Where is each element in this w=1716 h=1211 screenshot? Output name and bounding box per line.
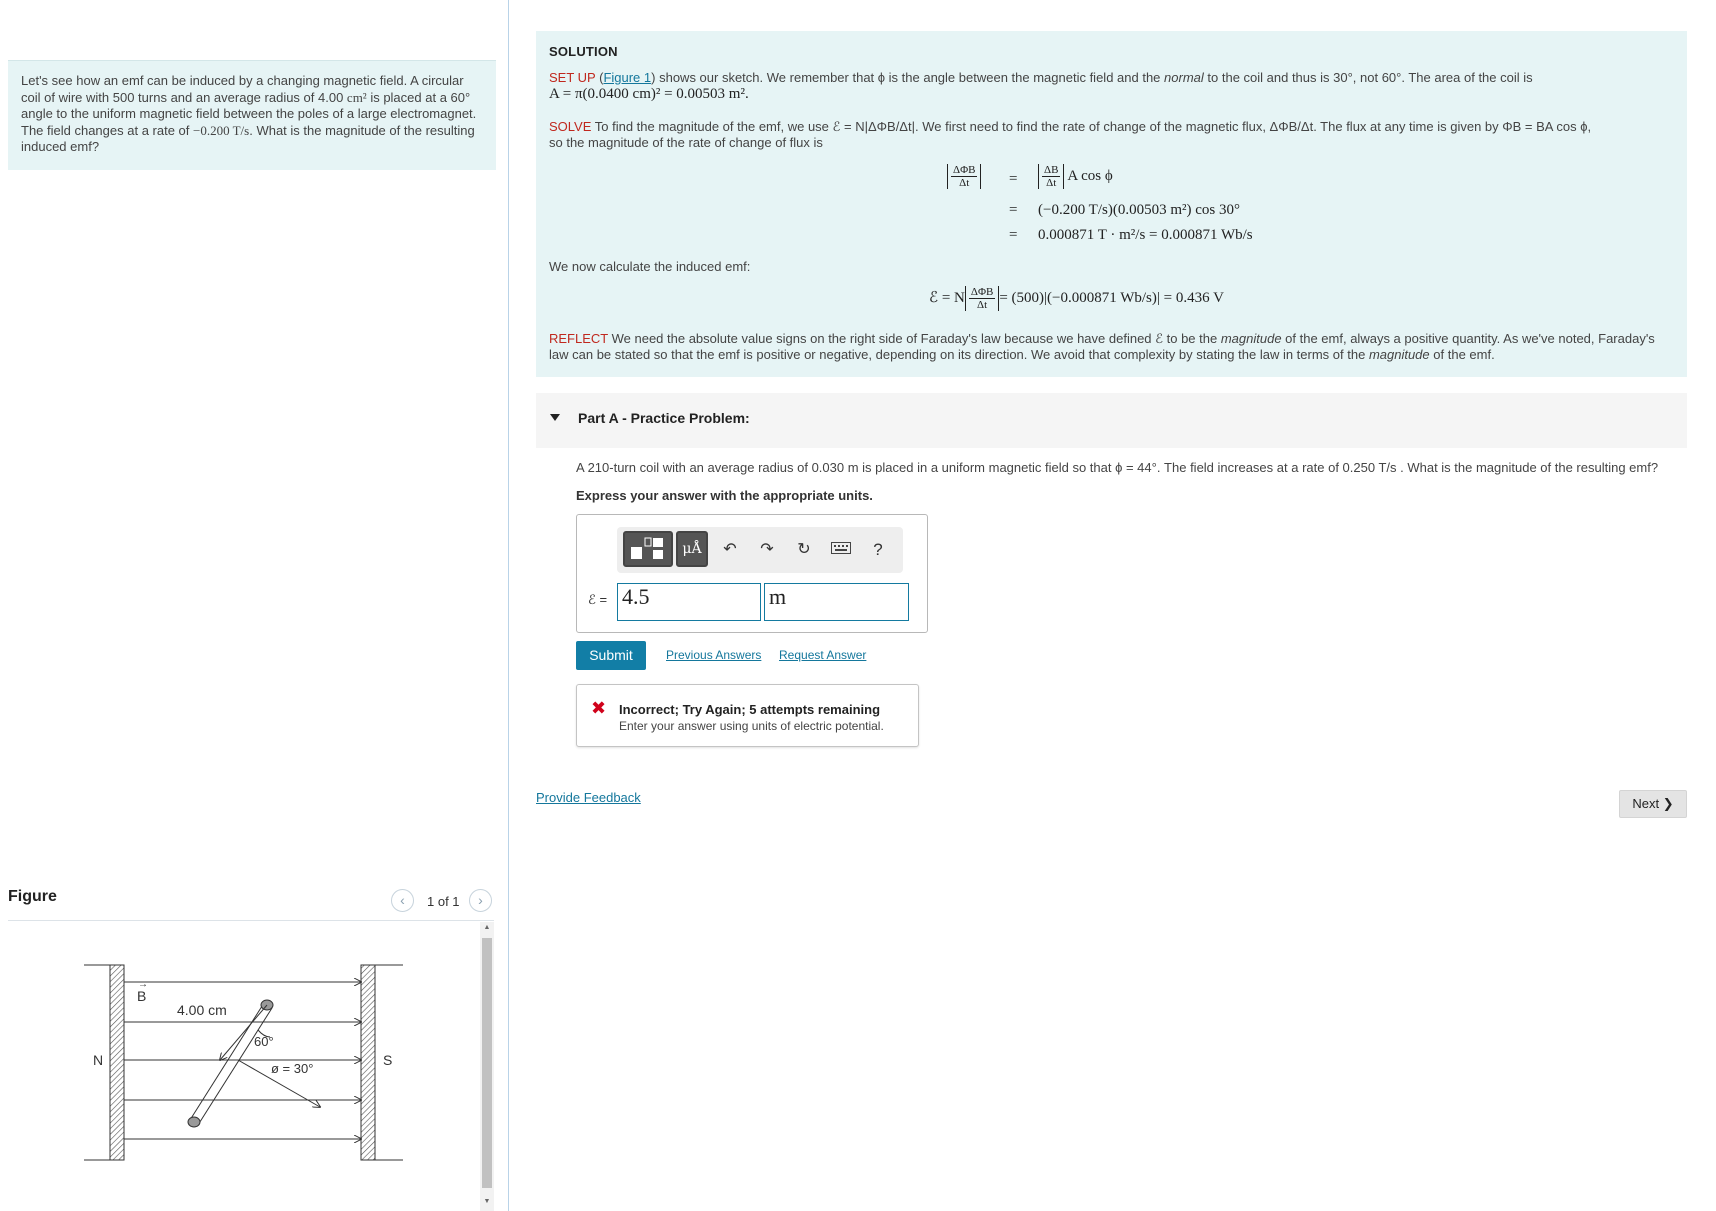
reflect-text: of the emf, always a positive quantity. As we've noted, Faraday's bbox=[1281, 331, 1655, 346]
south-pole bbox=[361, 965, 403, 1160]
figure-sketch bbox=[8, 925, 478, 1211]
templates-button[interactable] bbox=[623, 531, 673, 567]
label-radius: 4.00 cm bbox=[177, 1002, 227, 1018]
part-a-header[interactable] bbox=[536, 393, 1687, 448]
provide-feedback-link[interactable]: Provide Feedback bbox=[536, 790, 641, 805]
reflect-emphasis: magnitude bbox=[1220, 331, 1282, 346]
north-pole bbox=[84, 965, 124, 1160]
vector-arrow-icon: → bbox=[138, 979, 148, 990]
setup-keyword: SET UP bbox=[549, 70, 596, 85]
problem-text: is placed at a 60° bbox=[366, 89, 471, 105]
feedback-title: Incorrect; Try Again; 5 attempts remaining bbox=[619, 702, 881, 717]
request-answer-link[interactable]: Request Answer bbox=[779, 648, 867, 662]
divider bbox=[8, 920, 494, 921]
setup-text: to the coil and thus is 30°, not 60°. The area of the coil is bbox=[1203, 70, 1533, 85]
solve-keyword: SOLVE bbox=[549, 119, 592, 134]
math-toolbar bbox=[617, 527, 903, 573]
now-text: We now calculate the induced emf: bbox=[549, 259, 751, 274]
frac-den: Δt bbox=[1046, 177, 1057, 189]
figure-scrollbar[interactable] bbox=[480, 922, 494, 1211]
label-north: N bbox=[93, 1052, 104, 1068]
scroll-down-icon[interactable]: ▼ bbox=[483, 1198, 491, 1205]
solution-title: SOLUTION bbox=[549, 44, 618, 59]
flux-rate-lhs bbox=[947, 164, 981, 189]
flux-rate-row3: 0.000871 T · m²/s = 0.000871 Wb/s bbox=[1038, 227, 1253, 243]
scroll-up-icon[interactable]: ▲ bbox=[483, 924, 491, 931]
frac-num: ΔB bbox=[1044, 164, 1059, 176]
label-field: B bbox=[137, 988, 147, 1004]
reflect-emphasis: magnitude bbox=[1368, 347, 1430, 362]
label-angle-60: 60° bbox=[254, 1034, 274, 1049]
keyboard-icon[interactable] bbox=[830, 539, 852, 561]
reflect-paragraph bbox=[549, 331, 1669, 363]
problem-text: The field changes at a rate of bbox=[21, 122, 193, 138]
problem-text: . What is the magnitude of the bbox=[249, 122, 422, 138]
solve-text: To find the magnitude of the emf, we use ℰ = N|ΔΦB/Δt|. We first need to find the rate of change of the magnetic flux, ΔΦB/Δt. The flux at any time is given by ΦB = BA cos ϕ, bbox=[591, 119, 1592, 134]
eq-text: ℰ = N bbox=[929, 289, 965, 306]
reflect-text: We need the absolute value signs on the right side of Faraday's law because we have defined ℰ to be the bbox=[608, 331, 1221, 346]
answer-box bbox=[576, 514, 928, 633]
setup-normal: normal bbox=[1164, 70, 1204, 85]
chevron-right-icon[interactable]: › bbox=[469, 889, 492, 912]
problem-text: angle to the uniform magnetic field between the poles of a large electromagnet. bbox=[21, 106, 477, 121]
label-phi: ø = 30° bbox=[271, 1061, 314, 1076]
feedback-box bbox=[576, 684, 919, 747]
flux-rate-row2: (−0.200 T/s)(0.00503 m²) cos 30° bbox=[1038, 202, 1240, 218]
reflect-text: of the emf. bbox=[1429, 347, 1495, 362]
units-button[interactable]: μÅ bbox=[676, 531, 708, 567]
chevron-left-icon[interactable]: ‹ bbox=[391, 889, 414, 912]
answer-unit-input[interactable]: m bbox=[764, 583, 909, 621]
left-pane bbox=[0, 0, 509, 1211]
undo-icon[interactable]: ↶ bbox=[723, 541, 737, 558]
caret-down-icon[interactable] bbox=[550, 414, 560, 421]
submit-button[interactable]: Submit bbox=[576, 641, 646, 670]
templates-icon bbox=[625, 533, 671, 565]
eq-sign: = bbox=[1009, 171, 1018, 187]
redo-icon[interactable]: ↷ bbox=[760, 541, 774, 558]
express-instruction: Express your answer with the appropriate units. bbox=[576, 488, 873, 503]
eq-sign: = bbox=[1009, 227, 1018, 243]
next-button[interactable] bbox=[1619, 790, 1687, 818]
part-a-title: Part A - Practice Problem: bbox=[578, 410, 750, 426]
frac-den: Δt bbox=[959, 177, 970, 189]
problem-text: Let's see how an emf can be induced by a changing magnetic field. A circular coil of wire with 500 turns and an average radius of 4.00 bbox=[21, 73, 464, 105]
figure-count: 1 of 1 bbox=[427, 894, 460, 909]
reflect-text: law can be stated so that the emf is positive or negative, depending on its direction. We avoid that complexity by stating the law in terms of the bbox=[549, 347, 1369, 362]
answer-value-input[interactable]: 4.5 bbox=[617, 583, 761, 621]
setup-paragraph: SET UP (Figure 1) shows our sketch. We remember that ϕ is the angle between the magnetic field and the normal to the coil and thus is 30°, not 60°. The area of the coil is A = π(0.0400 cm)² = 0.00503 m². bbox=[549, 70, 1533, 102]
flux-rate-row1 bbox=[1038, 164, 1113, 189]
eq-text: A cos ϕ bbox=[1067, 167, 1113, 184]
help-icon[interactable]: ? bbox=[873, 540, 883, 559]
error-x-icon: ✖ bbox=[591, 698, 607, 718]
frac-num: ΔΦB bbox=[970, 286, 994, 298]
problem-statement bbox=[8, 60, 496, 170]
previous-answers-link[interactable]: Previous Answers bbox=[666, 648, 762, 662]
label-south: S bbox=[383, 1052, 393, 1068]
eq-text: = (500)|(−0.000871 Wb/s)| = 0.436 V bbox=[999, 289, 1224, 306]
reflect-keyword: REFLECT bbox=[549, 331, 608, 346]
setup-text: shows our sketch. We remember that ϕ is the angle between the magnetic field and the bbox=[655, 70, 1165, 85]
feedback-message: Enter your answer using units of electric potential. bbox=[619, 719, 884, 733]
solve-text: so the magnitude of the rate of change of flux is bbox=[549, 135, 823, 150]
problem-rate: −0.200 T/s bbox=[193, 122, 250, 138]
problem-unit: cm² bbox=[346, 89, 367, 105]
frac-num: ΔΦB bbox=[953, 164, 976, 176]
chevron-right-icon: ❯ bbox=[1662, 796, 1674, 811]
figure-link[interactable]: Figure 1 bbox=[603, 70, 652, 85]
emf-label: ℰ = bbox=[588, 592, 608, 607]
eq-sign: = bbox=[1009, 202, 1018, 218]
scrollbar-thumb[interactable] bbox=[482, 938, 492, 1188]
reset-icon[interactable]: ↻ bbox=[797, 541, 811, 558]
keyboard-glyph bbox=[831, 542, 851, 554]
practice-question: A 210-turn coil with an average radius of 0.030 m is placed in a uniform magnetic field so that ϕ = 44°. The field increases at a rate of 0.250 T/s . What is the magnitude of the resulting emf? bbox=[576, 460, 1659, 475]
figure-title: Figure bbox=[8, 888, 57, 905]
field-lines bbox=[124, 982, 361, 1139]
next-label: Next bbox=[1632, 796, 1660, 811]
frac-den: Δt bbox=[977, 299, 988, 311]
problem-text: resulting induced emf? bbox=[21, 122, 475, 154]
emf-equation bbox=[929, 286, 1224, 311]
area-equation: A = π(0.0400 cm)² = 0.00503 m². bbox=[549, 86, 749, 102]
solution-panel bbox=[536, 31, 1687, 377]
solve-paragraph bbox=[549, 119, 1669, 151]
